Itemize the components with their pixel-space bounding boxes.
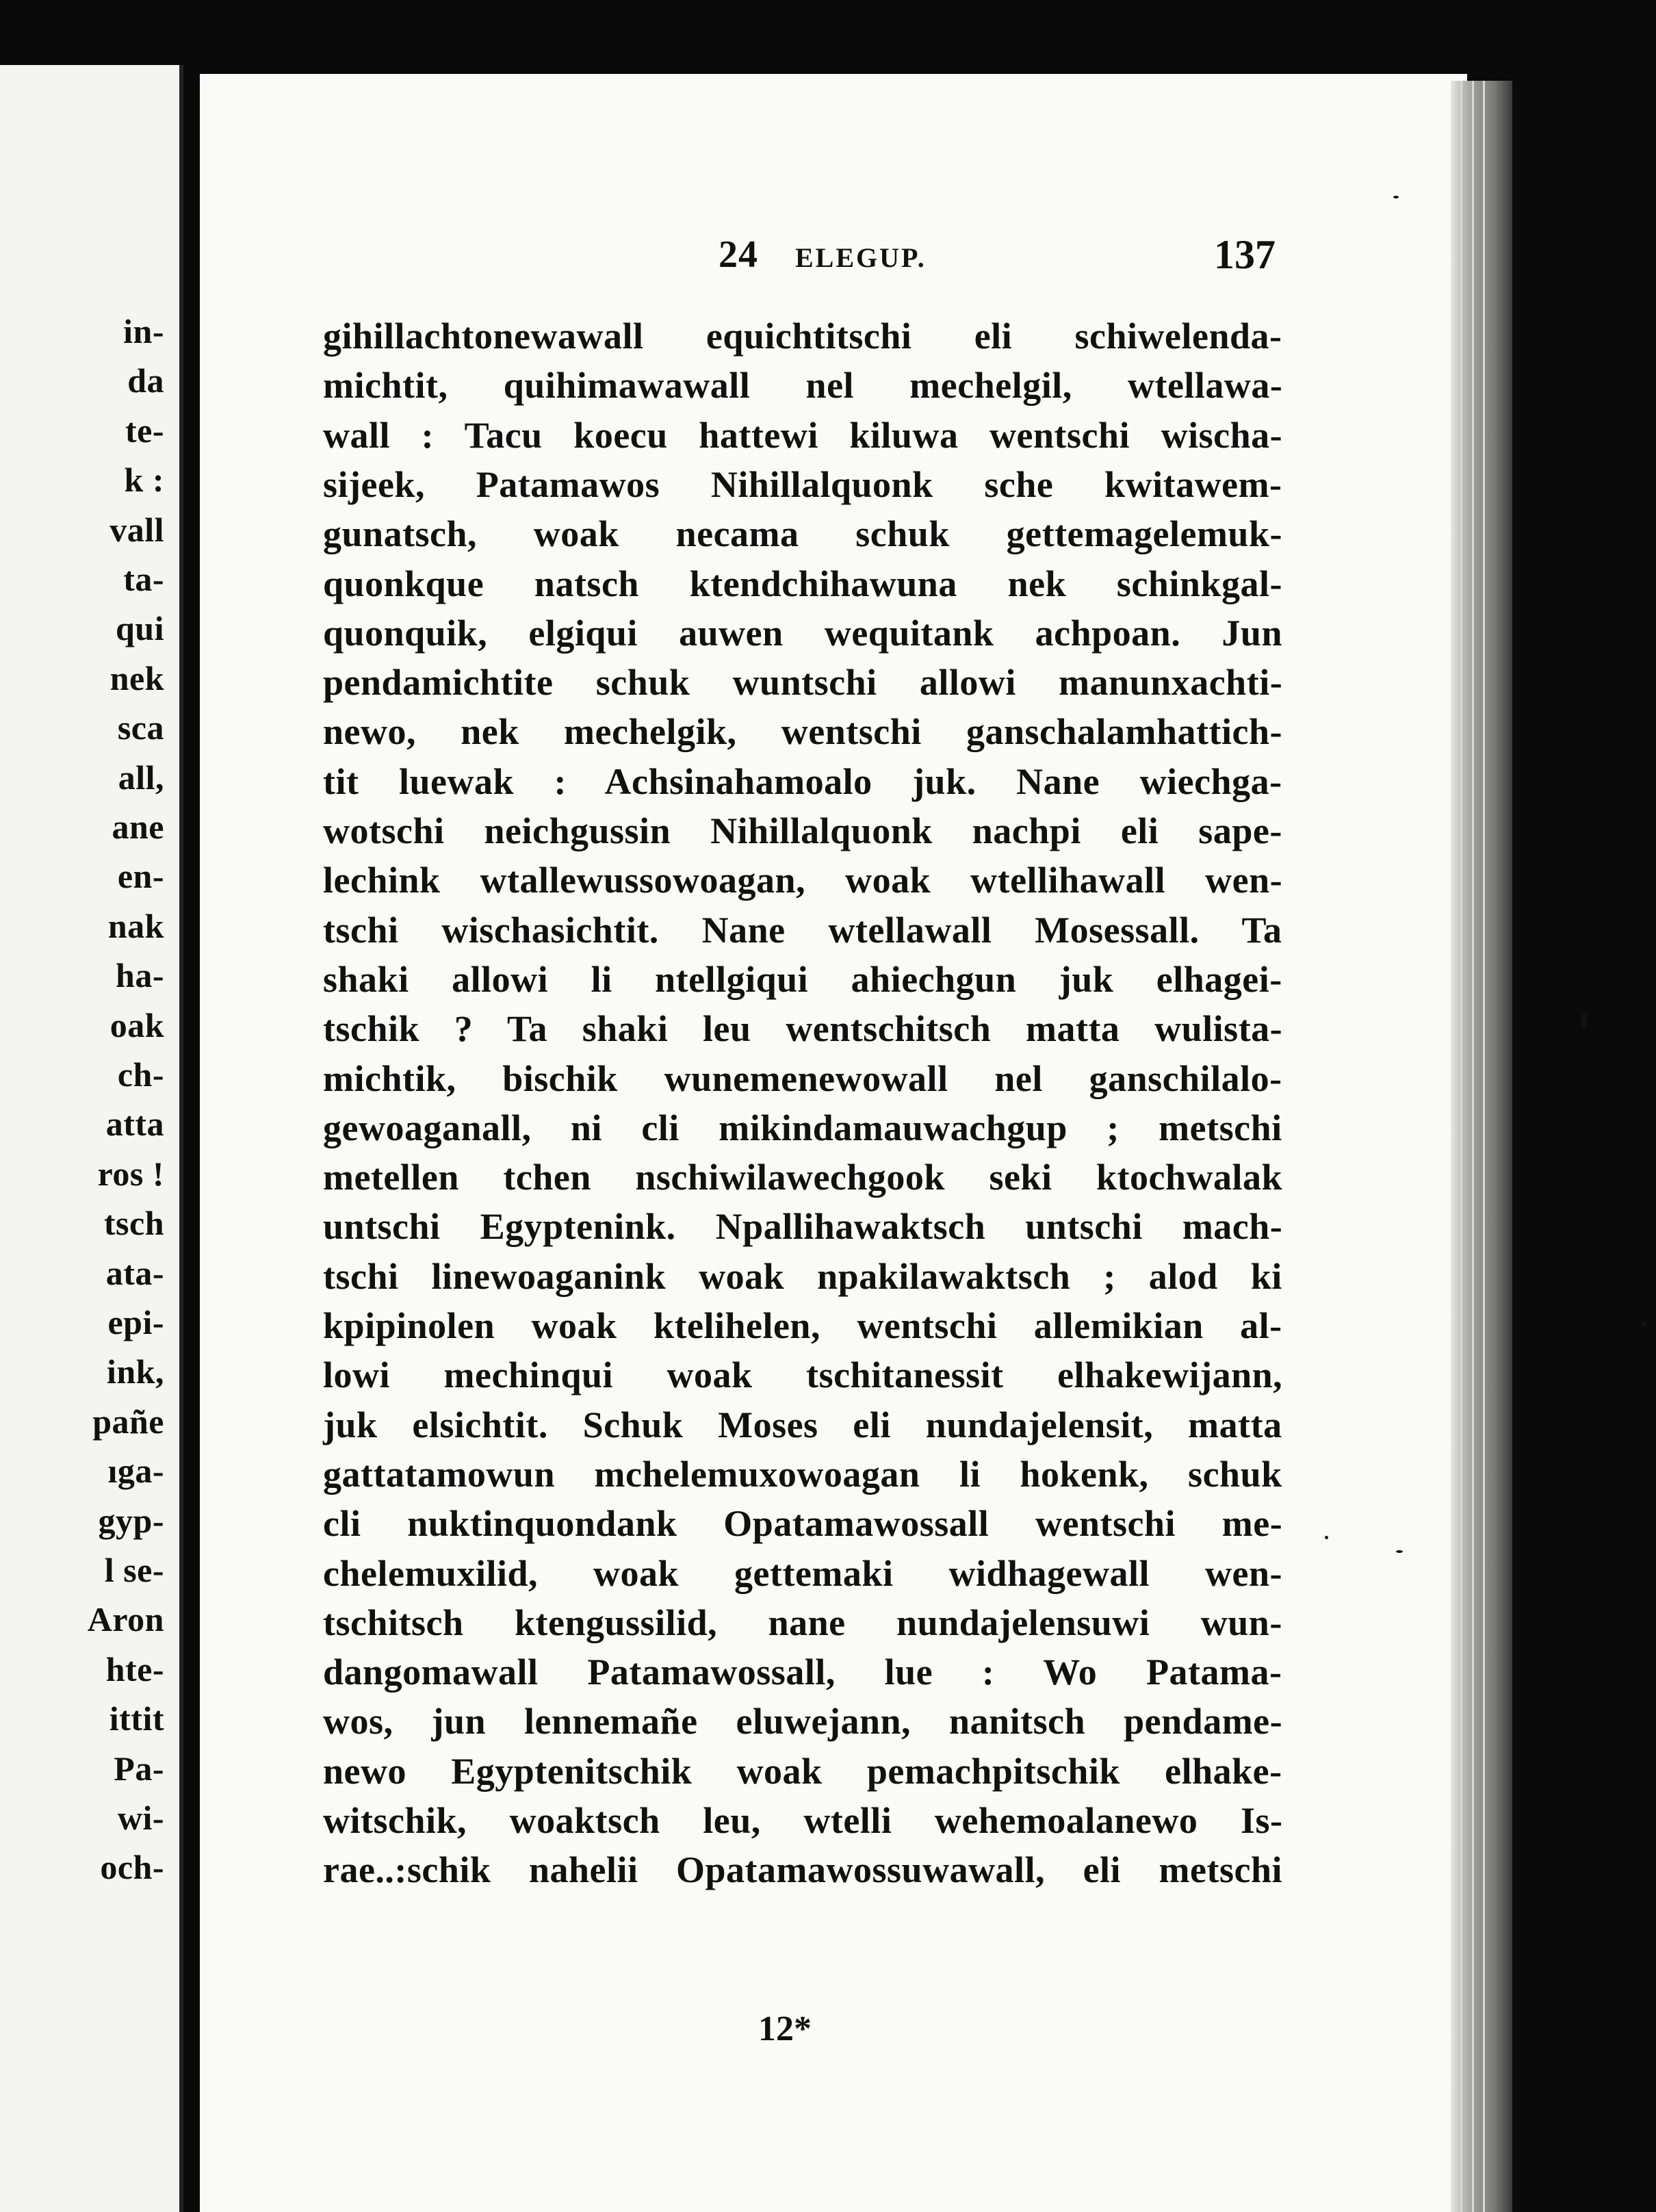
text-line: tschi linewoaganink woak npakilawaktsch ; alod ki [323, 1255, 1282, 1297]
signature-mark: 12* [758, 2009, 812, 2048]
left-page-line: all, [118, 758, 164, 797]
text-line: chelemuxilid, woak gettemaki widhagewall wen- [323, 1552, 1282, 1594]
text-line: quonkque natsch ktendchihawuna nek schinkgal- [323, 563, 1282, 604]
scan-speck [1393, 196, 1399, 198]
left-page-line: ink, [106, 1352, 164, 1391]
left-page-line: vall [109, 510, 164, 549]
text-line: sijeek, Patamawos Nihillalquonk sche kwitawem- [323, 463, 1282, 505]
left-page-line: ha- [116, 956, 164, 995]
left-page-line: gyp- [98, 1501, 164, 1540]
text-line: untschi Egyptenink. Npallihawaktsch untschi mach- [323, 1206, 1283, 1248]
scan-speck [1325, 1536, 1328, 1539]
chapter-title: ELEGUP. [795, 242, 927, 273]
text-line: gunatsch, woak necama schuk gettemagelemuk- [323, 513, 1282, 555]
left-page-line: ane [112, 808, 164, 846]
left-page-line: ros ! [97, 1154, 164, 1193]
text-line: gattatamowun mchelemuxowoagan li hokenk, schuk [323, 1453, 1282, 1495]
text-line: tschi wischasichtit. Nane wtellawall Mosessall. Ta [323, 909, 1282, 951]
left-page-line: in- [123, 312, 164, 350]
text-line: rae..:schik nahelii Opatamawossuwawall, eli metschi [323, 1849, 1282, 1891]
left-page-line: l se- [104, 1551, 164, 1589]
left-page-line: ittit [109, 1699, 164, 1738]
page-edge [1451, 81, 1512, 2212]
text-line: metellen tchen nschiwilawechgook seki ktochwalak [323, 1157, 1283, 1198]
left-page-line: wi- [117, 1799, 164, 1837]
text-line: witschik, woaktsch leu, wtelli wehemoalanewo Is- [323, 1800, 1283, 1841]
text-line: michtit, quihimawawall nel mechelgil, wtellawa- [323, 365, 1283, 407]
chapter-number: 24 [719, 233, 758, 276]
left-page-line: qui [115, 609, 164, 648]
left-page-line: epi- [107, 1303, 164, 1341]
text-line: newo, nek mechelgik, wentschi ganschalamhattich- [323, 711, 1282, 753]
left-page-line: nak [107, 906, 164, 945]
left-page-line: te- [125, 411, 164, 450]
text-line: tit luewak : Achsinahamoalo juk. Nane wiechga- [323, 760, 1282, 802]
left-page-line: tsch [103, 1204, 164, 1243]
left-page-line: pañe [92, 1402, 164, 1441]
text-line: wos, jun lennemañe eluwejann, nanitsch pendame- [323, 1701, 1283, 1742]
text-line: lowi mechinqui woak tschitanessit elhakewijann, [323, 1354, 1283, 1396]
left-page-line: ta- [123, 560, 164, 598]
scan-speck [1641, 1321, 1646, 1326]
left-page-line: atta [105, 1105, 164, 1144]
text-line: kpipinolen woak ktelihelen, wentschi allemikian al- [323, 1305, 1282, 1346]
left-page-line: hte- [105, 1649, 164, 1688]
scan-speck [1396, 1550, 1403, 1553]
left-page-line: nek [109, 658, 164, 697]
scan-speck [1581, 1013, 1588, 1028]
text-line: michtik, bischik wunemenewowall nel ganschilalo- [323, 1057, 1282, 1099]
text-line: dangomawall Patamawossall, lue : Wo Patama- [323, 1651, 1282, 1693]
left-page-line: k : [124, 461, 164, 500]
text-line: shaki allowi li ntellgiqui ahiechgun juk elhagei- [323, 958, 1282, 1000]
page-number: 137 [1214, 232, 1276, 277]
left-page-line: och- [100, 1848, 164, 1887]
text-line: newo Egyptenitschik woak pemachpitschik elhake- [323, 1750, 1282, 1792]
left-page-line: oak [109, 1005, 164, 1044]
text-line: tschitsch ktengussilid, nane nundajelensuwi wun- [323, 1602, 1282, 1643]
text-line: gewoaganall, ni cli mikindamauwachgup ; metschi [323, 1107, 1282, 1148]
text-line: wall : Tacu koecu hattewi kiluwa wentschi wischa- [323, 414, 1283, 456]
text-line: pendamichtite schuk wuntschi allowi manunxachti- [323, 662, 1283, 704]
left-page-line: Aron [87, 1600, 164, 1639]
facing-page-left [0, 65, 183, 2212]
left-page-line: en- [117, 857, 164, 896]
text-line: tschik ? Ta shaki leu wentschitsch matta wulista- [323, 1008, 1283, 1050]
text-line: juk elsichtit. Schuk Moses eli nundajelensit, matta [323, 1404, 1282, 1445]
running-header [719, 233, 927, 276]
left-page-line: sca [117, 708, 164, 747]
text-line: wotschi neichgussin Nihillalquonk nachpi eli sape- [323, 810, 1282, 851]
left-page-line: ch- [117, 1055, 164, 1094]
text-line: gihillachtonewawall equichtitschi eli schiwelenda- [323, 316, 1282, 357]
left-page-line: Pa- [114, 1749, 164, 1788]
text-line: cli nuktinquondank Opatamawossall wentschi me- [323, 1503, 1283, 1545]
left-page-line: da [127, 361, 164, 400]
left-page-line: ata- [105, 1253, 164, 1292]
text-line: lechink wtallewussowoagan, woak wtellihawall wen- [323, 860, 1283, 901]
text-line: quonquik, elgiqui auwen wequitank achpoan. Jun [323, 612, 1282, 654]
left-page-line: ıga- [107, 1452, 164, 1491]
